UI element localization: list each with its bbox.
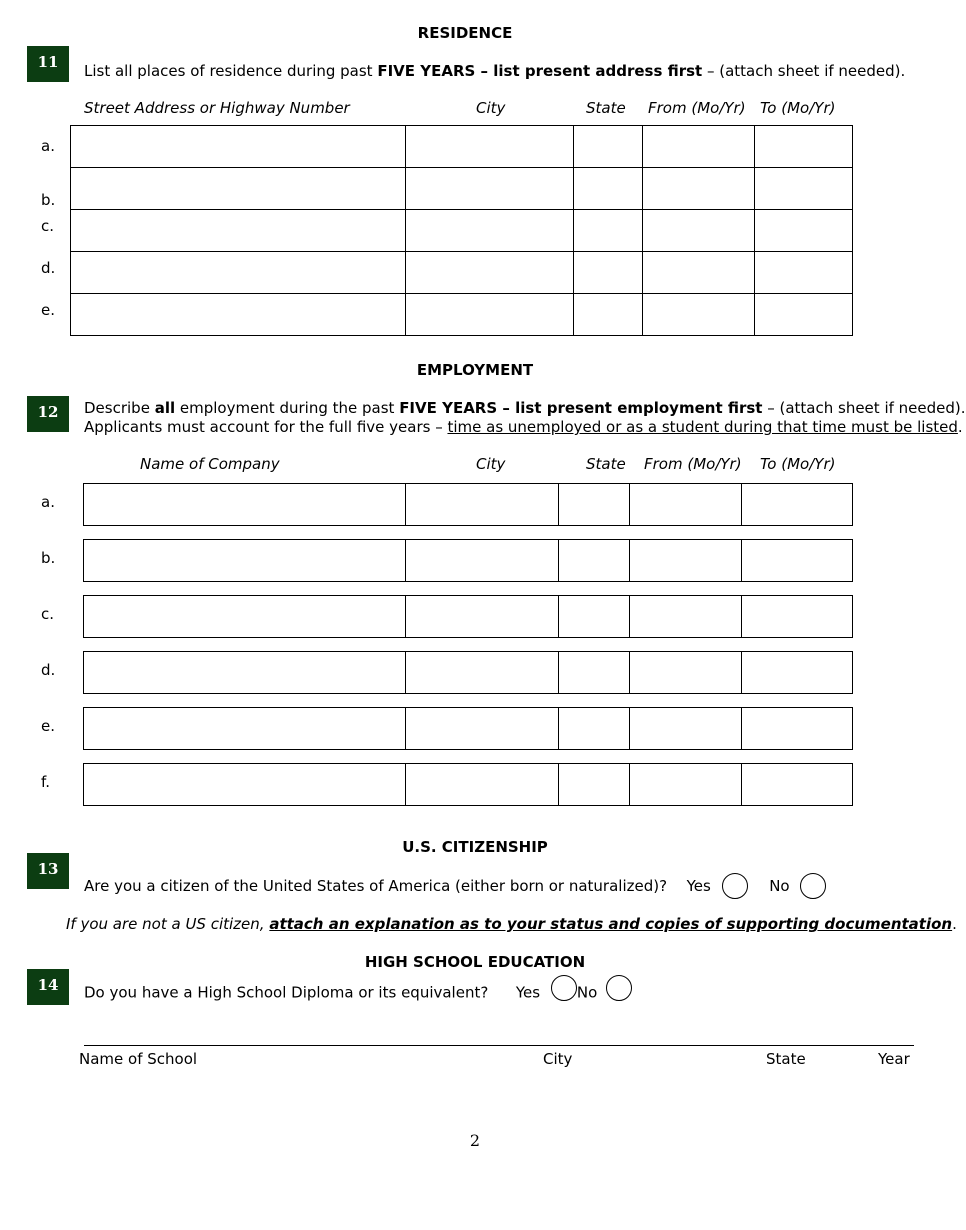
employment-instructions-line2	[84, 418, 963, 436]
emp-l1-pre: Describe	[84, 399, 155, 417]
residence-col-to: To (Mo/Yr)	[760, 99, 836, 117]
employment-cell[interactable]	[741, 707, 853, 750]
citizenship-no-label: No	[769, 877, 790, 895]
citizenship-note-pre: If you are not a US citizen,	[66, 915, 270, 933]
residence-instructions	[84, 62, 905, 80]
residence-cell[interactable]	[642, 293, 755, 336]
residence-cell[interactable]	[642, 209, 755, 252]
employment-col-state: State	[586, 455, 626, 473]
emp-l1-bold2: FIVE YEARS – list present employment first	[399, 399, 763, 417]
residence-cell[interactable]	[642, 167, 755, 210]
employment-cell[interactable]	[83, 707, 406, 750]
residence-cell[interactable]	[642, 125, 755, 168]
employment-cell[interactable]	[629, 595, 742, 638]
employment-cell[interactable]	[558, 483, 630, 526]
highschool-col-school: Name of School	[79, 1050, 198, 1068]
employment-cell[interactable]	[558, 763, 630, 806]
highschool-col-city: City	[543, 1050, 573, 1068]
residence-cell[interactable]	[573, 209, 643, 252]
emp-l1-mid: employment during the past	[175, 399, 400, 417]
section-13-badge: 13	[27, 853, 69, 889]
residence-instr-post: – (attach sheet if needed).	[702, 62, 906, 80]
residence-instr-bold: FIVE YEARS – list present address first	[377, 62, 703, 80]
employment-row-label: e.	[41, 717, 55, 735]
residence-row-label: a.	[41, 137, 55, 155]
emp-l2-pre: Applicants must account for the full five years –	[84, 418, 448, 436]
highschool-no-label: No	[576, 983, 598, 1002]
residence-row-label: c.	[41, 217, 55, 235]
employment-cell[interactable]	[629, 707, 742, 750]
emp-l1-post: – (attach sheet if needed).	[762, 399, 966, 417]
employment-cell[interactable]	[741, 651, 853, 694]
residence-cell[interactable]	[405, 167, 574, 210]
citizenship-yes-label: Yes	[686, 877, 711, 895]
residence-cell[interactable]	[405, 293, 574, 336]
residence-cell[interactable]	[70, 167, 406, 210]
employment-cell[interactable]	[558, 595, 630, 638]
highschool-question: Do you have a High School Diploma or its equivalent?	[84, 983, 489, 1002]
employment-row-label: b.	[41, 549, 56, 567]
employment-row-label: c.	[41, 605, 55, 623]
residence-col-from: From (Mo/Yr)	[648, 99, 746, 117]
residence-cell[interactable]	[70, 293, 406, 336]
residence-cell[interactable]	[573, 293, 643, 336]
highschool-line[interactable]	[84, 1045, 914, 1046]
employment-cell[interactable]	[558, 707, 630, 750]
employment-row-label: a.	[41, 493, 55, 511]
employment-cell[interactable]	[741, 595, 853, 638]
residence-col-state: State	[586, 99, 626, 117]
employment-cell[interactable]	[405, 763, 559, 806]
residence-cell[interactable]	[754, 167, 853, 210]
residence-instr-pre: List all places of residence during past	[84, 62, 378, 80]
employment-col-company: Name of Company	[140, 455, 280, 473]
employment-cell[interactable]	[629, 651, 742, 694]
residence-cell[interactable]	[642, 251, 755, 294]
emp-l2-post: .	[957, 418, 963, 436]
employment-cell[interactable]	[83, 483, 406, 526]
employment-row-label: d.	[41, 661, 56, 679]
employment-cell[interactable]	[558, 539, 630, 582]
citizenship-question: Are you a citizen of the United States of America (either born or naturalized)?	[84, 877, 668, 895]
highschool-question-row	[84, 983, 632, 1002]
residence-cell[interactable]	[405, 209, 574, 252]
employment-cell[interactable]	[405, 483, 559, 526]
residence-row-label: b.	[41, 191, 56, 209]
employment-cell[interactable]	[741, 539, 853, 582]
highschool-yes-radio[interactable]	[551, 975, 577, 1001]
employment-cell[interactable]	[405, 651, 559, 694]
residence-cell[interactable]	[573, 167, 643, 210]
employment-cell[interactable]	[405, 595, 559, 638]
employment-row-label: f.	[41, 773, 50, 791]
residence-cell[interactable]	[405, 125, 574, 168]
residence-cell[interactable]	[405, 251, 574, 294]
residence-cell[interactable]	[754, 293, 853, 336]
highschool-col-year: Year	[878, 1050, 910, 1068]
section-14-badge: 14	[27, 969, 69, 1005]
employment-cell[interactable]	[83, 539, 406, 582]
employment-cell[interactable]	[741, 763, 853, 806]
residence-cell[interactable]	[573, 125, 643, 168]
employment-cell[interactable]	[629, 539, 742, 582]
highschool-no-radio[interactable]	[606, 975, 632, 1001]
employment-col-to: To (Mo/Yr)	[760, 455, 836, 473]
highschool-title: HIGH SCHOOL EDUCATION	[364, 953, 586, 971]
citizenship-title: U.S. CITIZENSHIP	[402, 838, 548, 856]
employment-cell[interactable]	[629, 763, 742, 806]
residence-cell[interactable]	[754, 251, 853, 294]
employment-cell[interactable]	[558, 651, 630, 694]
residence-title: RESIDENCE	[417, 24, 513, 42]
citizenship-question-row	[84, 873, 826, 899]
employment-cell[interactable]	[629, 483, 742, 526]
citizenship-yes-radio[interactable]	[722, 873, 748, 899]
employment-cell[interactable]	[83, 763, 406, 806]
residence-cell[interactable]	[573, 251, 643, 294]
residence-col-city: City	[476, 99, 506, 117]
employment-cell[interactable]	[405, 707, 559, 750]
employment-col-city: City	[476, 455, 506, 473]
residence-cell[interactable]	[70, 251, 406, 294]
section-12-badge: 12	[27, 396, 69, 432]
residence-col-street: Street Address or Highway Number	[84, 99, 350, 117]
employment-instructions-line1	[84, 399, 966, 417]
employment-cell[interactable]	[405, 539, 559, 582]
page-number: 2	[469, 1131, 481, 1150]
residence-row-label: d.	[41, 259, 56, 277]
residence-cell[interactable]	[70, 125, 406, 168]
residence-cell[interactable]	[754, 209, 853, 252]
employment-cell[interactable]	[83, 651, 406, 694]
highschool-yes-label: Yes	[515, 983, 541, 1002]
section-11-badge: 11	[27, 46, 69, 82]
citizenship-note-bold: attach an explanation as to your status and copies of supporting documentation	[269, 915, 953, 933]
citizenship-note-post: .	[952, 915, 957, 933]
employment-cell[interactable]	[741, 483, 853, 526]
citizenship-no-radio[interactable]	[800, 873, 826, 899]
highschool-col-state: State	[766, 1050, 806, 1068]
emp-l1-bold1: all	[154, 399, 176, 417]
employment-cell[interactable]	[83, 595, 406, 638]
emp-l2-under: time as unemployed or as a student during that time must be listed	[447, 418, 958, 436]
residence-cell[interactable]	[754, 125, 853, 168]
citizenship-note	[66, 915, 957, 933]
residence-cell[interactable]	[70, 209, 406, 252]
employment-col-from: From (Mo/Yr)	[644, 455, 742, 473]
employment-title: EMPLOYMENT	[416, 361, 534, 379]
residence-row-label: e.	[41, 301, 55, 319]
